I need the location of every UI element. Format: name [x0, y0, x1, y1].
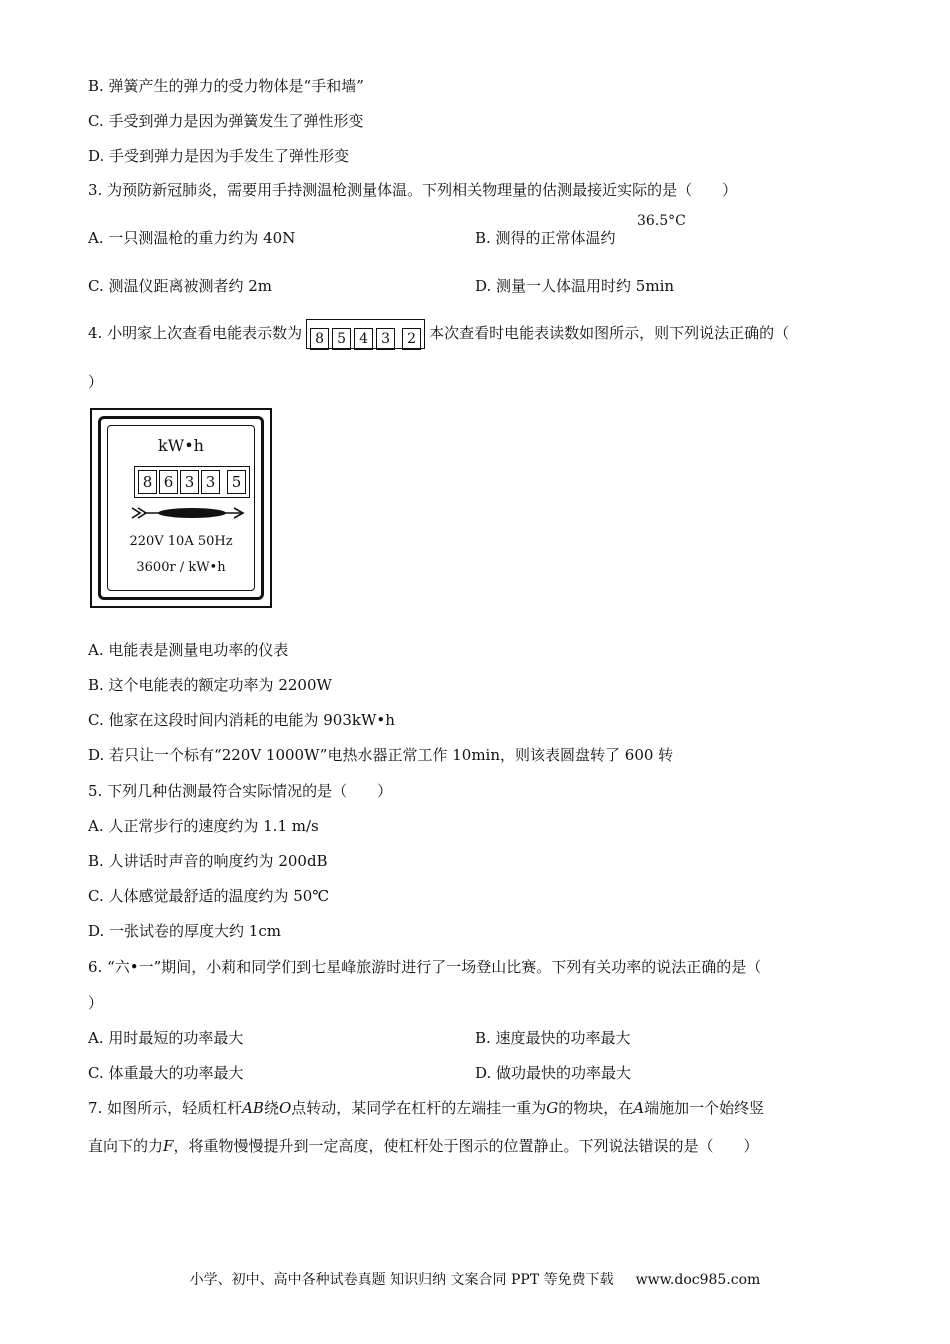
meter-unit: kW•h — [158, 436, 204, 455]
q4-option-c: C. 他家在这段时间内消耗的电能为 903kW•h — [88, 711, 395, 729]
q2-option-c: C. 手受到弹力是因为弹簧发生了弹性形变 — [88, 112, 364, 130]
q7-text: 绕 — [263, 1099, 279, 1117]
meter-digit-decimal: 5 — [227, 470, 246, 494]
footer-text: 小学、初中、高中各种试卷真题 知识归纳 文案合同 PPT 等免费下载 — [189, 1272, 614, 1288]
q7-text: 7. 如图所示，轻质杠杆 — [88, 1099, 243, 1117]
q6-stem: 6. “六•一”期间，小莉和同学们到七星峰旅游时进行了一场登山比赛。下列有关功率的说法正确的是（ — [88, 958, 762, 976]
q7-text: 的物块，在 — [558, 1099, 634, 1117]
prev-digit: 8 — [310, 328, 329, 350]
meter-face — [107, 425, 255, 591]
rotation-arrow-icon — [130, 504, 252, 522]
meter-digit: 8 — [138, 470, 157, 494]
page-footer — [0, 1269, 950, 1289]
q4-option-d: D. 若只让一个标有“220V 1000W”电热水器正常工作 10min，则该表圆盘转了 600 转 — [88, 746, 674, 764]
meter-spec-revolutions: 3600r / kW•h — [136, 560, 226, 575]
q4-option-a: A. 电能表是测量电功率的仪表 — [88, 641, 289, 659]
q4-previous-reading — [306, 319, 425, 349]
q4-stem-close: ） — [88, 373, 104, 391]
prev-digit: 4 — [354, 328, 373, 350]
q6-option-b: B. 速度最快的功率最大 — [475, 1029, 631, 1047]
prev-digit: 5 — [332, 328, 351, 350]
q7-var-ab: AB — [242, 1099, 264, 1117]
q7-text: 端施加一个始终竖 — [644, 1099, 765, 1117]
q6-option-c: C. 体重最大的功率最大 — [88, 1064, 244, 1082]
q5-option-b: B. 人讲话时声音的响度约为 200dB — [88, 852, 328, 870]
meter-digit: 6 — [159, 470, 178, 494]
q7-stem-line1 — [88, 1098, 764, 1118]
q6-stem-close: ） — [88, 994, 104, 1012]
q2-option-b: B. 弹簧产生的弹力的受力物体是“手和墙” — [88, 77, 364, 95]
q4-stem — [88, 318, 789, 349]
q2-option-d: D. 手受到弹力是因为手发生了弹性形变 — [88, 147, 350, 165]
meter-frame — [98, 416, 264, 600]
q7-var-o: O — [278, 1099, 292, 1117]
q5-option-a: A. 人正常步行的速度约为 1.1 m/s — [88, 817, 319, 835]
q7-text: 点转动，某同学在杠杆的左端挂一重为 — [291, 1099, 547, 1117]
q3-option-a: A. 一只测温枪的重力约为 40N — [88, 229, 296, 247]
q5-option-c: C. 人体感觉最舒适的温度约为 50℃ — [88, 887, 330, 905]
q7-var-f: F — [163, 1137, 174, 1155]
meter-digit: 3 — [201, 470, 220, 494]
q4-option-b: B. 这个电能表的额定功率为 2200W — [88, 676, 332, 694]
q3-option-c: C. 测温仪距离被测者约 2m — [88, 277, 273, 295]
meter-reading — [134, 466, 250, 498]
q7-var-a: A — [633, 1099, 645, 1117]
footer-url[interactable]: www.doc985.com — [635, 1272, 761, 1288]
electric-meter-figure — [90, 408, 272, 608]
meter-spec-rating: 220V 10A 50Hz — [129, 534, 233, 549]
q5-stem: 5. 下列几种估测最符合实际情况的是（ ） — [88, 782, 393, 800]
q4-stem-part-a: 4. 小明家上次查看电能表示数为 — [88, 324, 303, 342]
q6-option-a: A. 用时最短的功率最大 — [88, 1029, 244, 1047]
q3-option-d: D. 测量一人体温用时约 5min — [475, 277, 675, 295]
q6-option-d: D. 做功最快的功率最大 — [475, 1064, 632, 1082]
prev-digit: 3 — [376, 328, 395, 350]
q5-option-d: D. 一张试卷的厚度大约 1cm — [88, 922, 281, 940]
q3-stem: 3. 为预防新冠肺炎，需要用手持测温枪测量体温。下列相关物理量的估测最接近实际的是（ ） — [88, 181, 738, 199]
q3-option-b-value: 36.5°C — [637, 213, 686, 229]
q3-option-b: B. 测得的正常体温约 — [475, 229, 616, 247]
q7-text: 直向下的力 — [88, 1137, 164, 1155]
q7-var-g: G — [546, 1099, 559, 1117]
q4-stem-part-b: 本次查看时电能表读数如图所示，则下列说法正确的（ — [429, 324, 790, 342]
q7-stem-line2 — [88, 1136, 758, 1156]
q7-text: ，将重物慢慢提升到一定高度，使杠杆处于图示的位置静止。下列说法错误的是（ ） — [173, 1137, 759, 1155]
prev-digit-decimal: 2 — [402, 328, 421, 350]
meter-digit: 3 — [180, 470, 199, 494]
